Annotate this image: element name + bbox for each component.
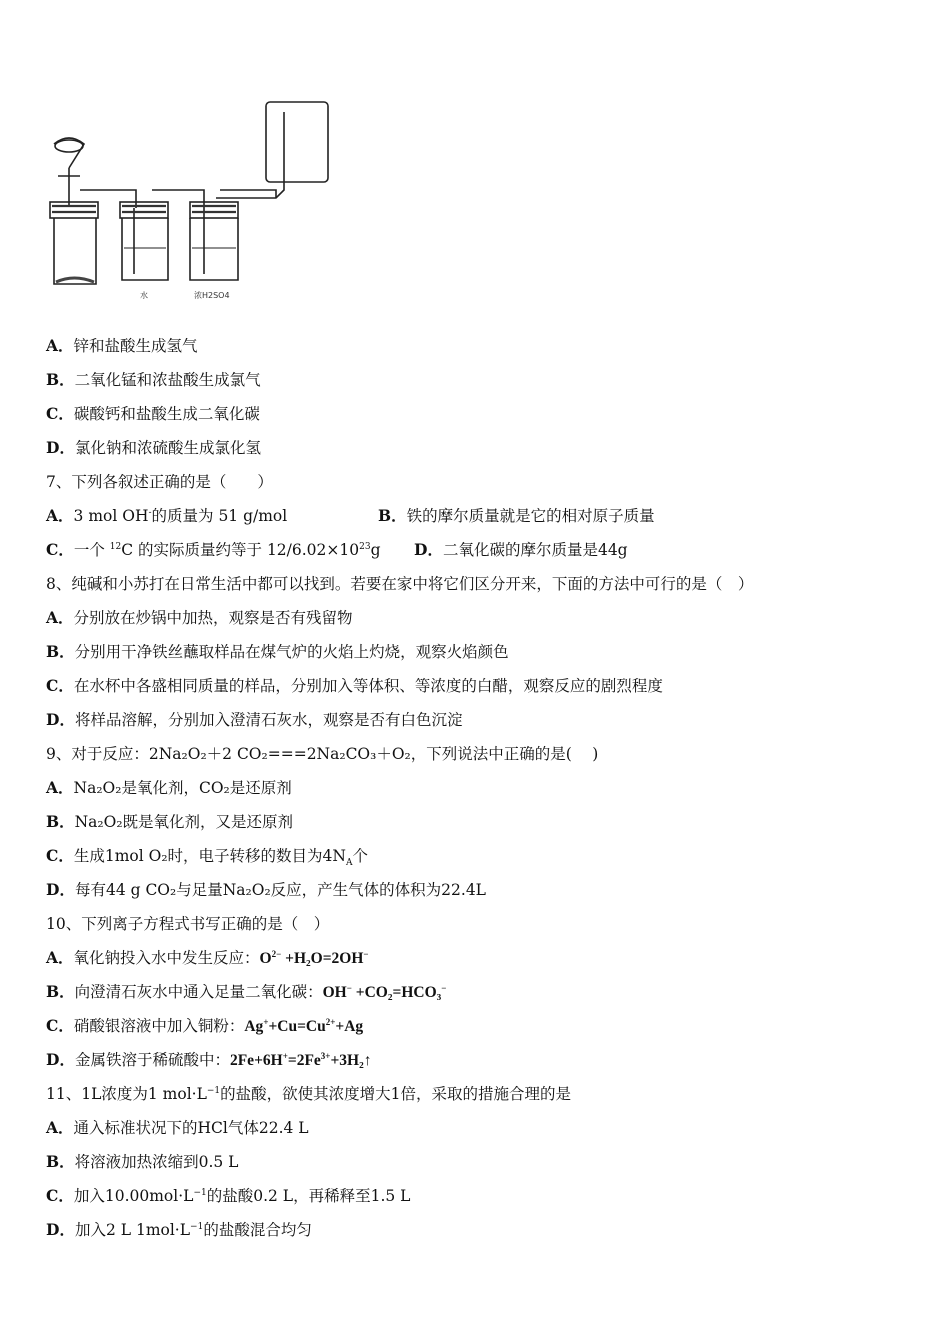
q6-option-b: B．二氧化锰和浓盐酸生成氯气: [46, 370, 261, 389]
q7-stem: 7、下列各叙述正确的是（ ）: [46, 473, 273, 491]
q8-stem: 8、纯碱和小苏打在日常生活中都可以找到。若要在家中将它们区分开来，下面的方法中可行的是（ ）: [46, 575, 754, 593]
q10-option-b: B．向澄清石灰水中通入足量二氧化碳：OH− +CO₂=HCO₃−: [46, 982, 447, 1001]
q8-option-a: A．分别放在炒锅中加热，观察是否有残留物: [46, 608, 353, 627]
q11-option-d: D．加入2 L $1mol\cdot L^{-1}$的盐酸混合均匀: [46, 1220, 312, 1239]
q8-option-d: D．将样品溶解，分别加入澄清石灰水，观察是否有白色沉淀: [46, 710, 463, 729]
q11-option-c: C．加入$10.00mol\cdot L^{-1}$的盐酸0.2 L，再稀释至1.5 L: [46, 1186, 411, 1205]
q10-option-a: A．氧化钠投入水中发生反应：$O^{2-} +H_2O=2OH^-$: [46, 948, 369, 967]
q7-option-b: B．铁的摩尔质量就是它的相对原子质量: [378, 506, 655, 525]
q7-option-c: C．一个 $^{12}$C 的实际质量约等于 $12/6.02\times 10^{23}g$: [46, 540, 381, 559]
q9-option-a: A．Na₂O₂是氧化剂，CO₂是还原剂: [46, 778, 292, 797]
q6-option-a: A．锌和盐酸生成氢气: [46, 336, 198, 355]
q11-option-a: A．通入标准状况下的HCl气体22.4 L: [46, 1118, 309, 1137]
q6-option-c: C．碳酸钙和盐酸生成二氧化碳: [46, 404, 260, 423]
q11-option-b: B．将溶液加热浓缩到0.5 L: [46, 1152, 239, 1171]
q9-option-d: D．每有44 g CO₂与足量Na₂O₂反应，产生气体的体积为22.4L: [46, 880, 486, 899]
q7-option-d: D．二氧化碳的摩尔质量是44g: [414, 540, 628, 559]
q11-stem: 11、1L浓度为1 $mol\cdot L^{-1}$的盐酸，欲使其浓度增大1倍，采取的措施合理的是: [46, 1085, 572, 1103]
q9-option-c: C．生成1mol O₂时，电子转移的数目为$4N_A$个: [46, 846, 368, 869]
q6-option-d: D．氯化钠和浓硫酸生成氯化氢: [46, 438, 261, 457]
q9-stem: 9、对于反应：2Na₂O₂＋2 CO₂===2Na₂CO₃＋O₂，下列说法中正确的是( ): [46, 745, 599, 763]
gas-apparatus-figure: [44, 98, 344, 308]
q10-stem: 10、下列离子方程式书写正确的是（ ）: [46, 915, 330, 933]
figure-label-acid: 浓H2SO4: [194, 291, 230, 300]
q10-option-c: C．硝酸银溶液中加入铜粉：$Ag^++Cu=Cu^{2+}+Ag$: [46, 1016, 364, 1035]
figure-label-water: 水: [140, 291, 148, 300]
q8-option-b: B．分别用干净铁丝蘸取样品在煤气炉的火焰上灼烧，观察火焰颜色: [46, 642, 509, 661]
q9-option-b: B．Na₂O₂既是氧化剂，又是还原剂: [46, 812, 294, 831]
q10-option-d: D．金属铁溶于稀硫酸中：$2Fe+6H^+=2Fe^{3+}+3H_2↑$: [46, 1050, 372, 1069]
q8-option-c: C．在水杯中各盛相同质量的样品，分别加入等体积、等浓度的白醋，观察反应的剧烈程度: [46, 676, 663, 695]
q7-option-a: A．3 mol OH-的质量为 51 g/mol: [46, 506, 288, 525]
